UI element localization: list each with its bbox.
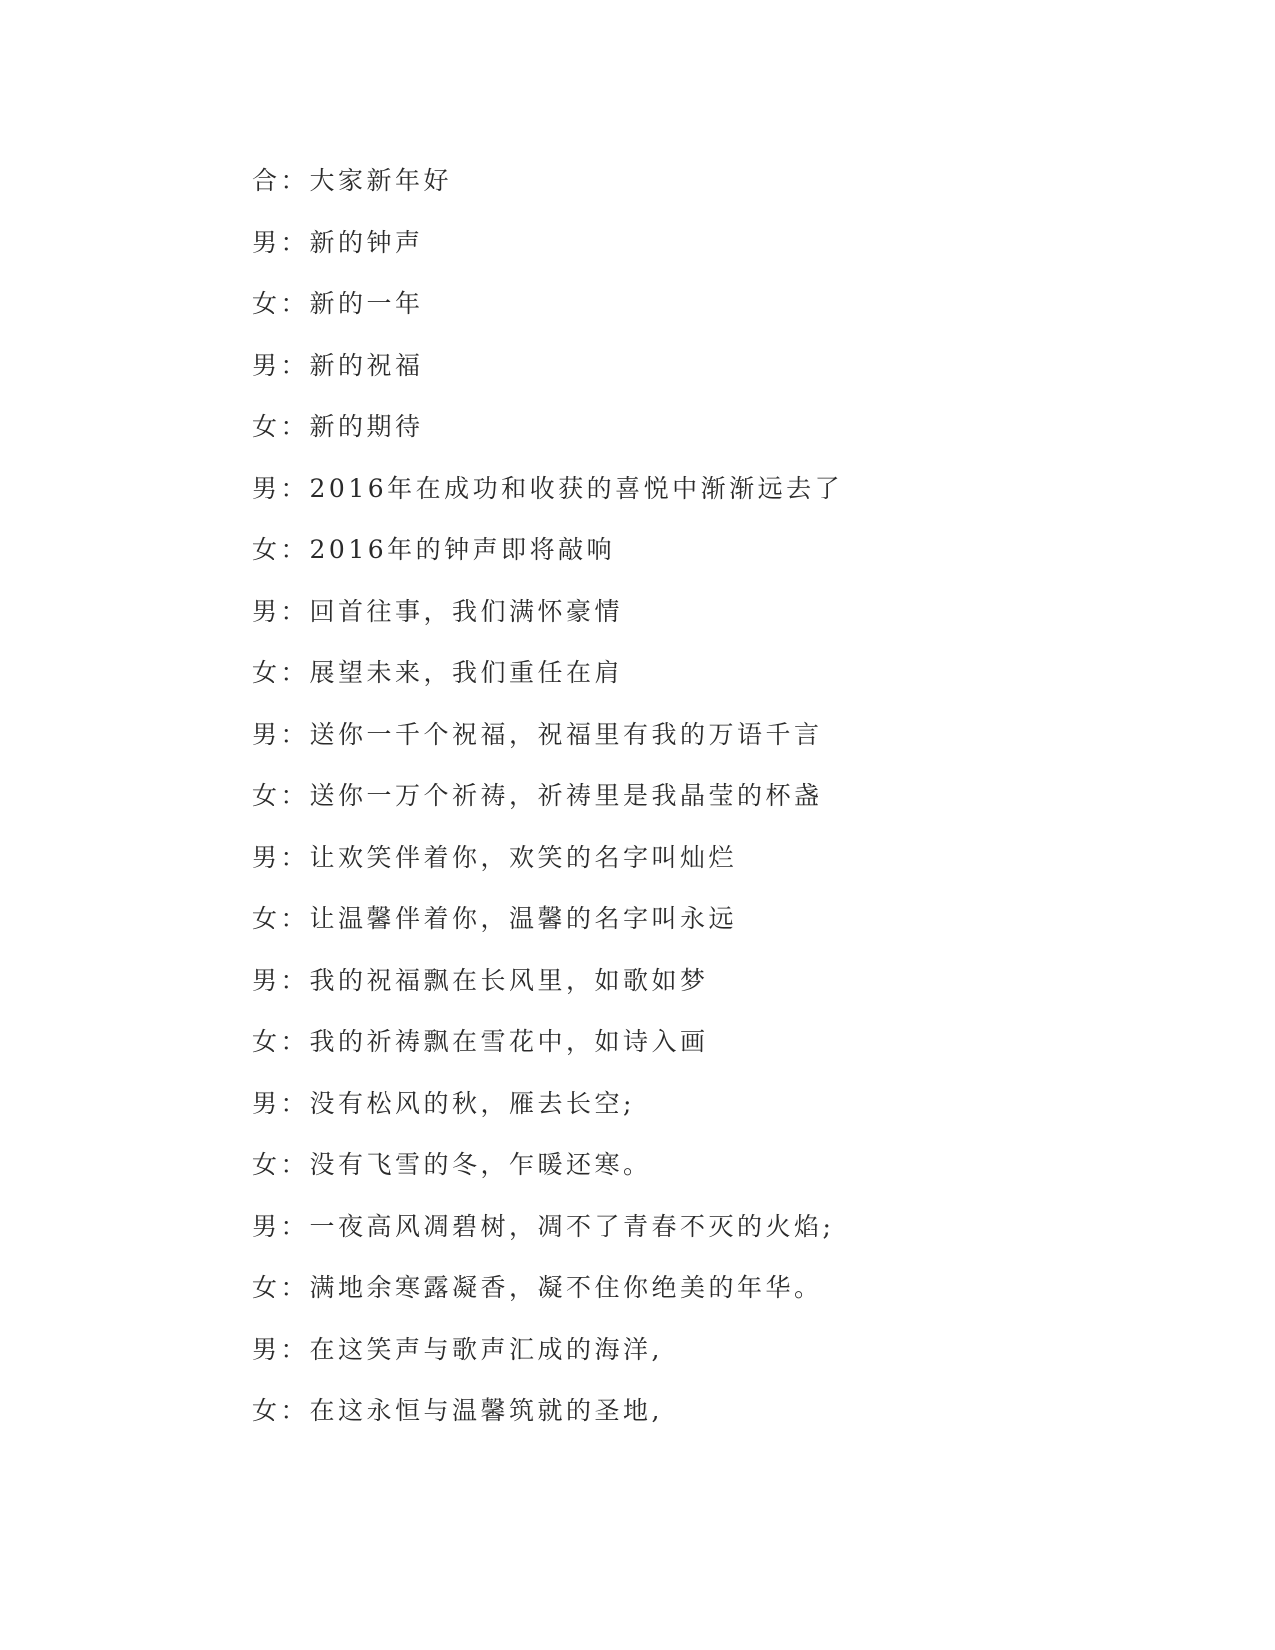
speaker-label: 女 [252, 658, 281, 687]
dialogue-text: 展望未来，我们重任在肩 [309, 658, 624, 687]
dialogue-text: 在这永恒与温馨筑就的圣地, [309, 1396, 663, 1425]
dialogue-line [252, 220, 1072, 282]
speaker-colon: ： [280, 965, 310, 995]
speaker-label: 男 [252, 596, 281, 626]
dialogue-line [252, 896, 1072, 958]
speaker-colon: ： [280, 1334, 310, 1364]
speaker-colon: ： [280, 1211, 310, 1241]
speaker-colon: ： [280, 596, 310, 626]
dialogue-text: 送你一万个祈祷，祈祷里是我晶莹的杯盏 [309, 781, 823, 810]
dialogue-line [252, 773, 1072, 835]
speaker-label: 合 [252, 166, 281, 195]
speaker-colon: ： [280, 1027, 310, 1056]
dialogue-line [252, 1388, 1072, 1450]
speaker-label: 男 [252, 1211, 281, 1241]
speaker-label: 男 [252, 350, 281, 380]
speaker-label: 男 [252, 1088, 281, 1118]
speaker-label: 女 [252, 412, 281, 441]
speaker-label: 女 [252, 1027, 281, 1056]
speaker-colon: ： [280, 904, 310, 933]
dialogue-text: 没有松风的秋，雁去长空; [309, 1088, 635, 1118]
speaker-colon: ： [280, 1150, 310, 1179]
speaker-colon: ： [280, 535, 310, 564]
dialogue-text: 没有飞雪的冬，乍暖还寒。 [309, 1150, 652, 1179]
dialogue-text: 满地余寒露凝香，凝不住你绝美的年华。 [309, 1273, 823, 1302]
speaker-label: 女 [252, 781, 281, 810]
dialogue-line [252, 1204, 1072, 1266]
speaker-label: 女 [252, 1150, 281, 1179]
speaker-label: 男 [252, 965, 281, 995]
speaker-colon: ： [280, 227, 310, 257]
speaker-colon: ： [280, 658, 310, 687]
speaker-label: 男 [252, 1334, 281, 1364]
dialogue-line [252, 1327, 1072, 1389]
speaker-colon: ： [280, 719, 310, 749]
speaker-colon: ： [280, 166, 310, 195]
dialogue-line [252, 589, 1072, 651]
dialogue-text: 让欢笑伴着你，欢笑的名字叫灿烂 [309, 842, 738, 872]
dialogue-line [252, 404, 1072, 466]
dialogue-line [252, 158, 1072, 220]
dialogue-line [252, 958, 1072, 1020]
speaker-colon: ： [280, 350, 310, 380]
dialogue-text: 我的祝福飘在长风里，如歌如梦 [309, 965, 709, 995]
speaker-label: 女 [252, 1396, 281, 1425]
dialogue-text: 2016年在成功和收获的喜悦中渐渐远去了 [309, 473, 844, 503]
speaker-label: 女 [252, 535, 281, 564]
dialogue-list [252, 158, 1072, 1450]
dialogue-text: 一夜高风凋碧树，凋不了青春不灭的火焰; [309, 1211, 835, 1241]
dialogue-line [252, 1265, 1072, 1327]
speaker-colon: ： [280, 781, 310, 810]
dialogue-line [252, 281, 1072, 343]
speaker-colon: ： [280, 1396, 310, 1425]
dialogue-text: 新的祝福 [309, 350, 424, 380]
dialogue-text: 新的钟声 [309, 227, 424, 257]
dialogue-text: 新的期待 [309, 412, 424, 441]
dialogue-text: 让温馨伴着你，温馨的名字叫永远 [309, 904, 738, 933]
dialogue-line [252, 650, 1072, 712]
dialogue-text: 2016年的钟声即将敲响 [309, 535, 616, 564]
speaker-label: 女 [252, 904, 281, 933]
speaker-label: 男 [252, 842, 281, 872]
dialogue-text: 大家新年好 [309, 166, 453, 195]
dialogue-line [252, 1081, 1072, 1143]
dialogue-line [252, 527, 1072, 589]
dialogue-line [252, 343, 1072, 405]
dialogue-text: 回首往事，我们满怀豪情 [309, 596, 624, 626]
dialogue-line [252, 835, 1072, 897]
speaker-colon: ： [280, 1088, 310, 1118]
speaker-colon: ： [280, 473, 310, 503]
dialogue-line [252, 1142, 1072, 1204]
speaker-colon: ： [280, 842, 310, 872]
speaker-label: 女 [252, 289, 281, 318]
dialogue-line [252, 1019, 1072, 1081]
speaker-colon: ： [280, 412, 310, 441]
speaker-label: 女 [252, 1273, 281, 1302]
speaker-label: 男 [252, 473, 281, 503]
speaker-colon: ： [280, 289, 310, 318]
speaker-label: 男 [252, 227, 281, 257]
speaker-colon: ： [280, 1273, 310, 1302]
dialogue-text: 在这笑声与歌声汇成的海洋, [309, 1334, 663, 1364]
speaker-label: 男 [252, 719, 281, 749]
dialogue-line [252, 712, 1072, 774]
dialogue-text: 我的祈祷飘在雪花中，如诗入画 [309, 1027, 709, 1056]
dialogue-line [252, 466, 1072, 528]
dialogue-text: 送你一千个祝福，祝福里有我的万语千言 [309, 719, 823, 749]
dialogue-text: 新的一年 [309, 289, 424, 318]
